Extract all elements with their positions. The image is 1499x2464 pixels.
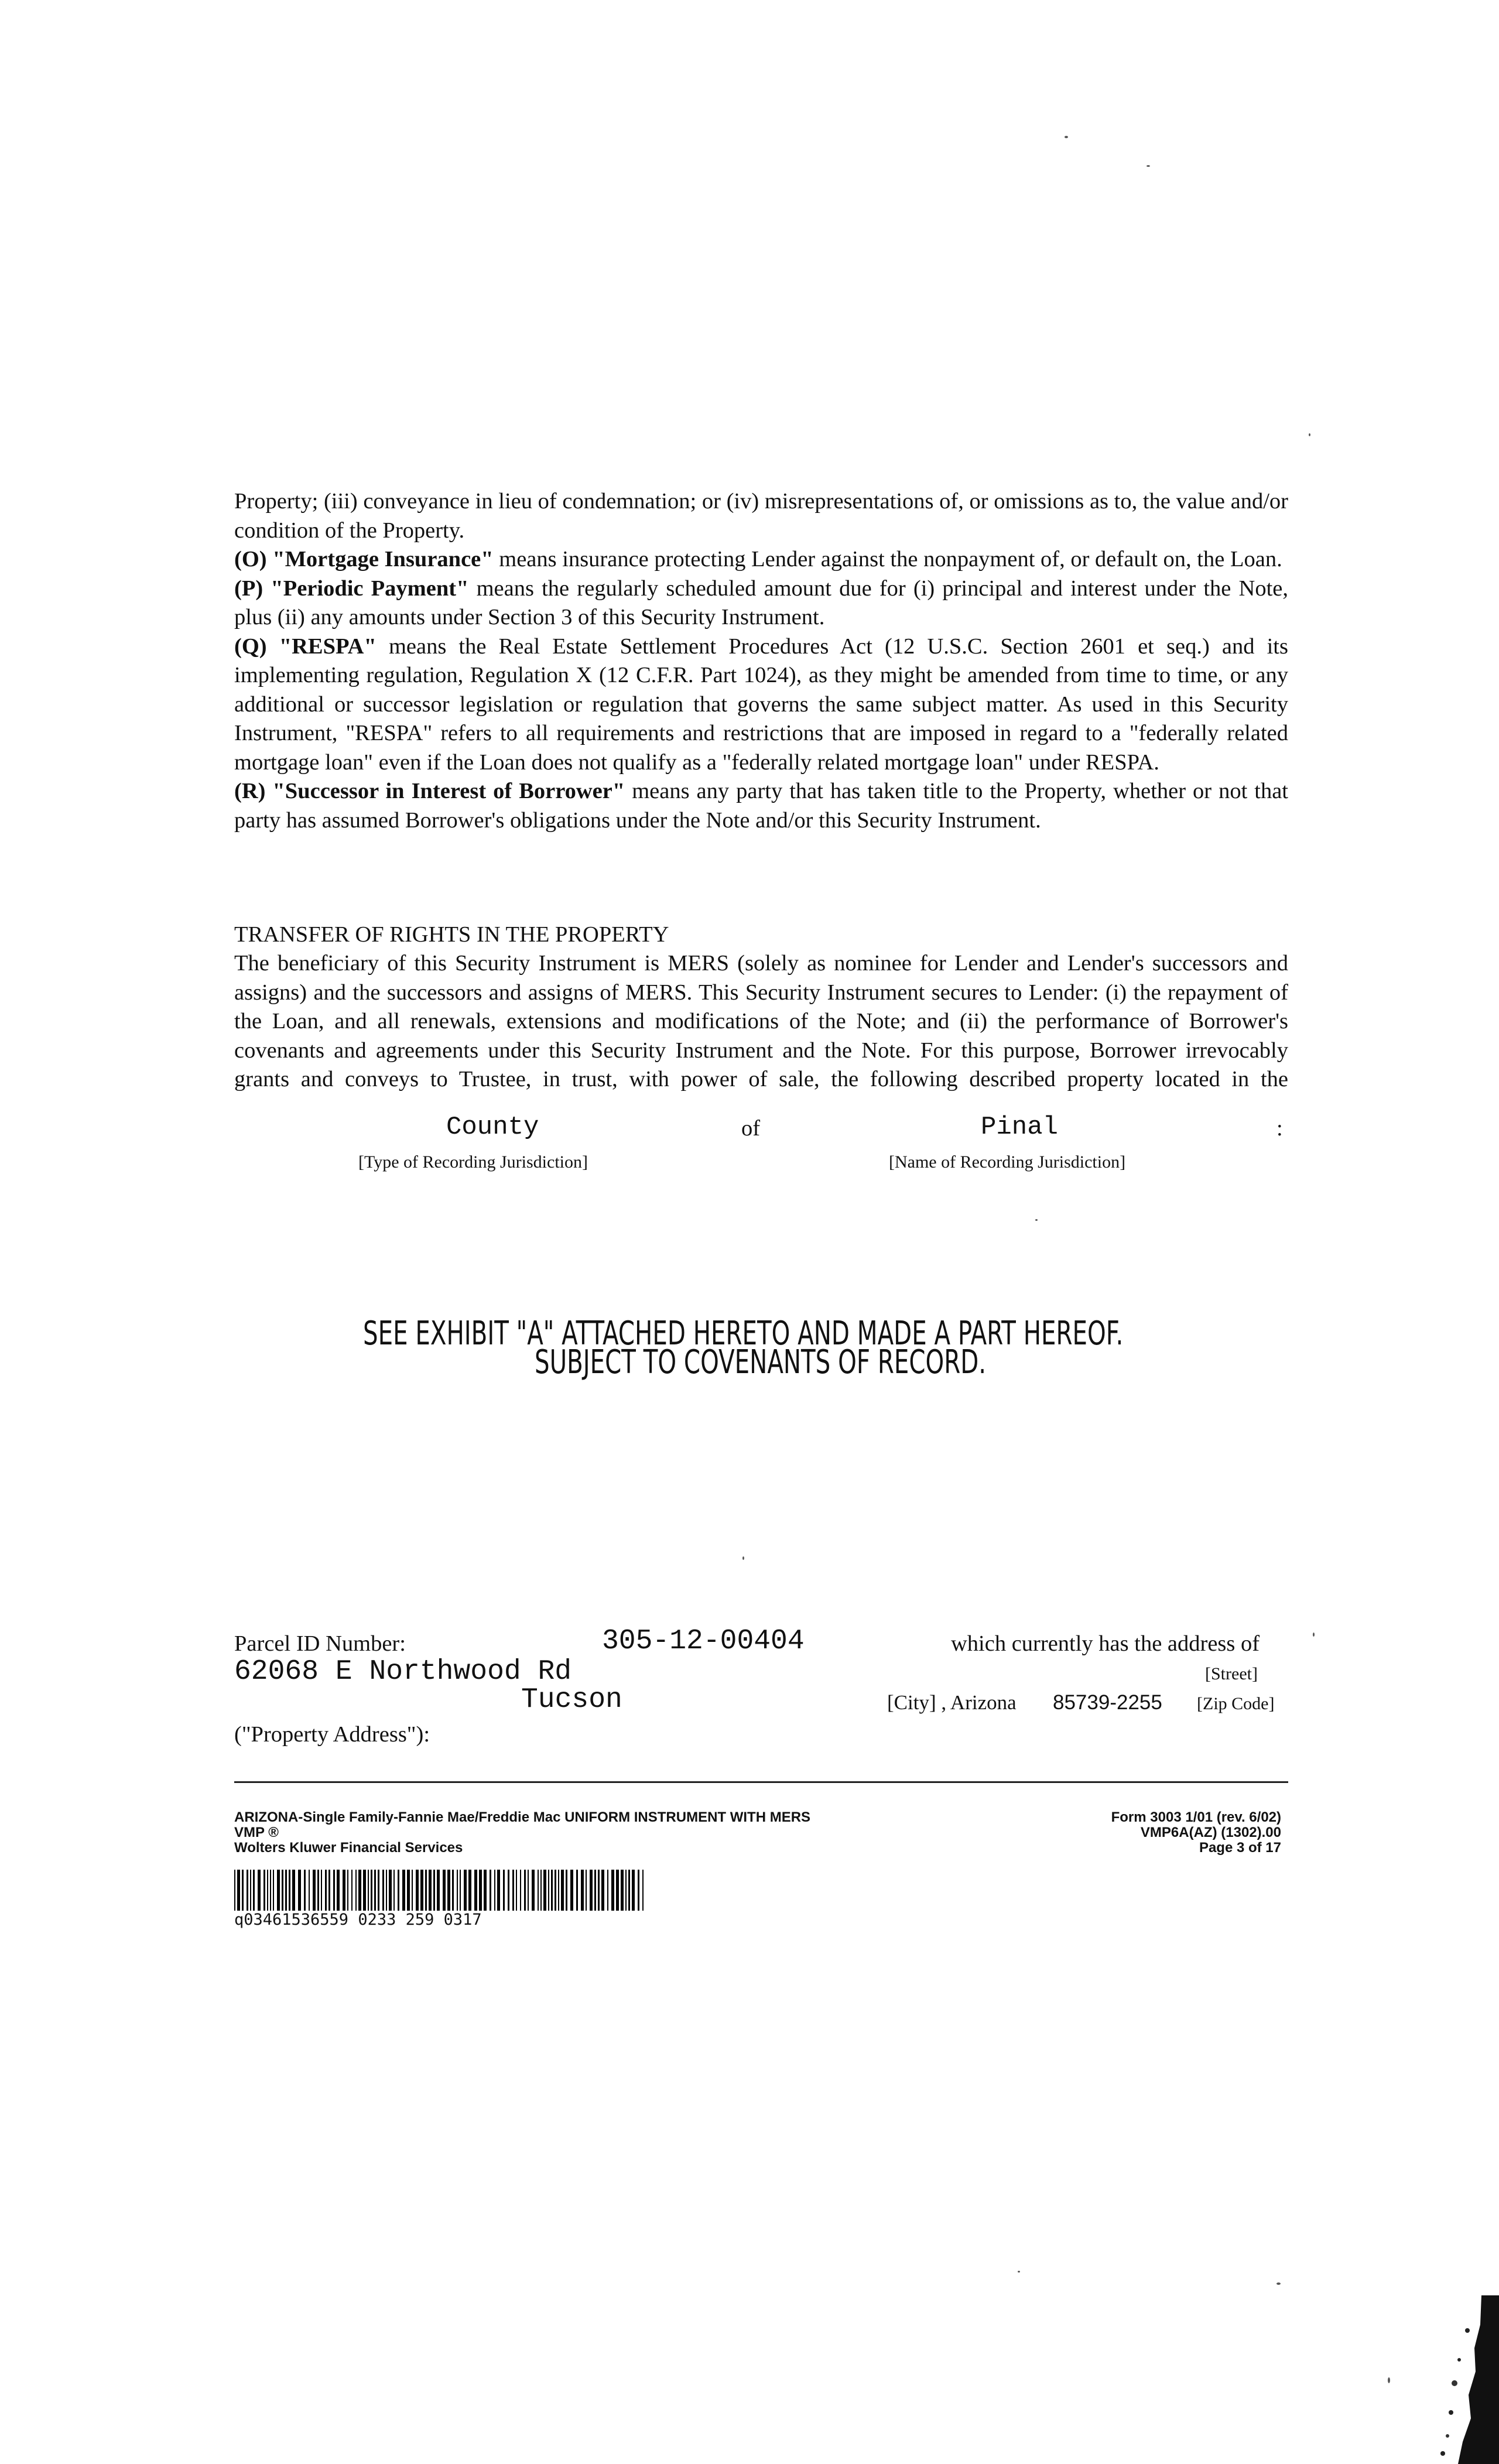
zip-value: 85739-2255 [1053,1691,1162,1714]
barcode-bar [494,1870,495,1911]
street-value: 62068 E Northwood Rd [234,1656,572,1688]
barcode-bar [333,1870,335,1911]
barcode-bar [317,1870,319,1911]
transfer-heading: TRANSFER OF RIGHTS IN THE PROPERTY [234,922,669,947]
barcode-bar [594,1870,596,1911]
barcode-bar [632,1870,635,1911]
barcode-bar [621,1870,624,1911]
barcode-bar [425,1870,427,1911]
barcode-bar [389,1870,392,1911]
barcode-bar [484,1870,487,1911]
barcode-bar [586,1870,587,1911]
barcode-bar [474,1870,477,1911]
barcode-bar [368,1870,369,1911]
barcode-bar [304,1870,306,1911]
parcel-number: 305-12-00404 [602,1625,805,1657]
definition-r-label: (R) "Successor in Interest of Borrower" [234,779,625,803]
scan-speck [1276,2282,1281,2285]
barcode-bar [378,1870,379,1911]
barcode-bar [558,1870,559,1911]
barcode-bar [528,1870,529,1911]
exhibit-line-1-text: SEE EXHIBIT "A" ATTACHED HERETO AND MADE A PART HEREOF. [363,1315,1124,1353]
barcode-bar [524,1870,526,1911]
barcode-bar [337,1870,340,1911]
barcode-bar [371,1870,372,1911]
barcode-bar [282,1870,283,1911]
footer-form-number: Form 3003 1/01 (rev. 6/02) [1111,1809,1281,1825]
barcode-bar [429,1870,432,1911]
definitions-block [234,487,1288,835]
barcode-bar [543,1870,546,1911]
barcode-bar [363,1870,366,1911]
barcode-bar [468,1870,471,1911]
barcode-bar [289,1870,290,1911]
barcode-bar [355,1870,357,1911]
name-caption: [Name of Recording Jurisdiction] [889,1152,1126,1172]
exhibit-line-2 [535,1343,1162,1381]
definition-p-label: (P) "Periodic Payment" [234,576,469,601]
barcode-bar [555,1870,556,1911]
parcel-label: Parcel ID Number: [234,1631,406,1656]
footer-vmp: VMP ® [234,1825,279,1840]
barcode-bar [433,1870,435,1911]
barcode-bar [313,1870,316,1911]
definition-r [234,777,1288,835]
barcode-bar [611,1870,614,1911]
barcode-bar [490,1870,491,1911]
barcode-bar [570,1870,573,1911]
barcode-bar [270,1870,271,1911]
definition-p [234,574,1288,632]
barcode-bar [247,1870,248,1911]
street-caption: [Street] [1205,1664,1258,1683]
barcode-bar [402,1870,405,1911]
definition-o-label: (O) "Mortgage Insurance" [234,547,494,571]
footer-form-title: ARIZONA-Single Family-Fannie Mae/Freddie Mac UNIFORM INSTRUMENT WITH MERS [234,1809,811,1825]
barcode-bar [358,1870,361,1911]
barcode-bar [457,1870,458,1911]
jurisdiction-of: of [741,1116,761,1141]
barcode-bar [277,1870,280,1911]
barcode-bar [398,1870,399,1911]
footer-rule [234,1781,1288,1783]
barcode-bar [581,1870,584,1911]
definition-q-label: (Q) "RESPA" [234,634,377,659]
barcode-bar [447,1870,450,1911]
barcode-bar [464,1870,467,1911]
barcode-bar [512,1870,514,1911]
definition-r-text: means any party that has taken title to the Property, whether or not that party has assumed Borrower's obligations under the Note and/or this Security Instrument. [234,779,1289,833]
footer-vmp-code: VMP6A(AZ) (1302).00 [1140,1825,1281,1840]
barcode-bar [616,1870,619,1911]
barcode-bar [561,1870,564,1911]
scan-speck [1035,1219,1038,1221]
definition-q-text: means the Real Estate Settlement Procedures Act (12 U.S.C. Section 2601 et seq.) and its implementing regulation, Regulation X (12 C.F.R. Part 1024), as they might be amended from time to time, or any additional or successor legislation or regulation that governs the same subject matter. As used in this Security Instrument, "RESPA" refers to all requirements and restrictions that are imposed in regard to a "federally related mortgage loan" even if the Loan does not qualify as a "federally related mortgage loan" under RESPA. [234,634,1288,775]
barcode-bar [628,1870,630,1911]
barcode-bar [328,1870,330,1911]
barcode-bar [347,1870,348,1911]
barcode-bar [292,1870,295,1911]
barcode-bar [273,1870,274,1911]
property-address-label: ("Property Address"): [234,1722,430,1747]
barcode-bar [374,1870,376,1911]
barcode-bar [576,1870,578,1911]
barcode-bar [551,1870,553,1911]
barcode-bar [460,1870,461,1911]
barcode-bar [325,1870,327,1911]
type-caption: [Type of Recording Jurisdiction] [358,1152,588,1172]
barcode-bar [263,1870,265,1911]
scan-speck [1018,2271,1020,2273]
barcode-bar [309,1870,310,1911]
barcode-bar [242,1870,244,1911]
scan-speck [1309,433,1310,436]
city-value: Tucson [521,1684,622,1716]
scan-speck [1313,1633,1315,1637]
city-caption: [City] , Arizona [887,1691,1017,1714]
footer-publisher: Wolters Kluwer Financial Services [234,1840,463,1856]
barcode-bar [437,1870,440,1911]
continuation-text: Property; (iii) conveyance in lieu of condemnation; or (iv) misrepresentations of, or omissions as to, the value and/or condition of the Property. [234,489,1288,543]
barcode-bar [497,1870,500,1911]
barcode-image [234,1870,647,1911]
address-intro: which currently has the address of [951,1631,1260,1656]
barcode-bar [253,1870,255,1911]
scan-speck [1065,136,1068,138]
definition-o-text: means insurance protecting Lender against the nonpayment of, or default on, the Loan. [493,547,1282,571]
jurisdiction-colon: : [1276,1116,1283,1141]
jurisdiction-type: County [446,1113,539,1142]
barcode-bar [258,1870,261,1911]
barcode-bar [520,1870,521,1911]
barcode-bar [479,1870,482,1911]
barcode-bar [452,1870,454,1911]
barcode-bar [386,1870,387,1911]
barcode-bar [407,1870,410,1911]
barcode-bar [503,1870,505,1911]
barcode-bar [351,1870,352,1911]
barcode-bar [250,1870,251,1911]
barcode-bar [382,1870,384,1911]
barcode-bar [420,1870,423,1911]
barcode-bar [642,1870,644,1911]
footer-page-number: Page 3 of 17 [1199,1840,1281,1856]
barcode-bar [393,1870,395,1911]
scan-speck [742,1556,744,1560]
barcode-bar [285,1870,287,1911]
scan-smudge [1394,2295,1499,2464]
barcode-bar [590,1870,593,1911]
barcode-bar [638,1870,639,1911]
barcode-bar [540,1870,542,1911]
barcode-bar [412,1870,413,1911]
barcode-bar [625,1870,627,1911]
barcode-bar [607,1870,608,1911]
transfer-text: The beneficiary of this Security Instrument is MERS (solely as nominee for Lender and Lender's successors and assigns) and the successors and assigns of MERS. This Security Instrument secures to Lender: (i) the repayment of the Loan, and all renewals, extensions and modifications of the Note; and (ii) the performance of Borrower's covenants and agreements under this Security Instrument and the Note. For this purpose, Borrower irrevocably grants and conveys to Trustee, in trust, with power of sale, the following described property located in the [234,951,1288,1091]
barcode-bar [416,1870,419,1911]
barcode-bar [548,1870,549,1911]
barcode-bar [566,1870,567,1911]
barcode-bar [538,1870,539,1911]
scan-speck [1388,2377,1390,2383]
barcode-bar [443,1870,446,1911]
barcode-bar [601,1870,604,1911]
barcode-bar [237,1870,240,1911]
definition-continuation [234,487,1288,545]
barcode-bar [532,1870,535,1911]
scan-speck [1147,165,1150,167]
barcode-bar [508,1870,509,1911]
barcode-bar [234,1870,235,1911]
barcode-bar [267,1870,268,1911]
barcode-bar [516,1870,517,1911]
jurisdiction-name: Pinal [981,1113,1059,1142]
zip-caption: [Zip Code] [1197,1694,1275,1713]
definition-q [234,632,1288,778]
barcode-bar [343,1870,345,1911]
barcode-bar [598,1870,600,1911]
barcode-bar [321,1870,322,1911]
definition-p-text: means the regularly scheduled amount due for (i) principal and interest under the Note, plus (ii) any amounts under Section 3 of this Security Instrument. [234,576,1288,629]
barcode-bar [298,1870,301,1911]
exhibit-line-2-text: SUBJECT TO COVENANTS OF RECORD. [535,1343,987,1381]
definition-o [234,545,1288,574]
barcode-number: q03461536559 0233 259 0317 [234,1911,482,1929]
